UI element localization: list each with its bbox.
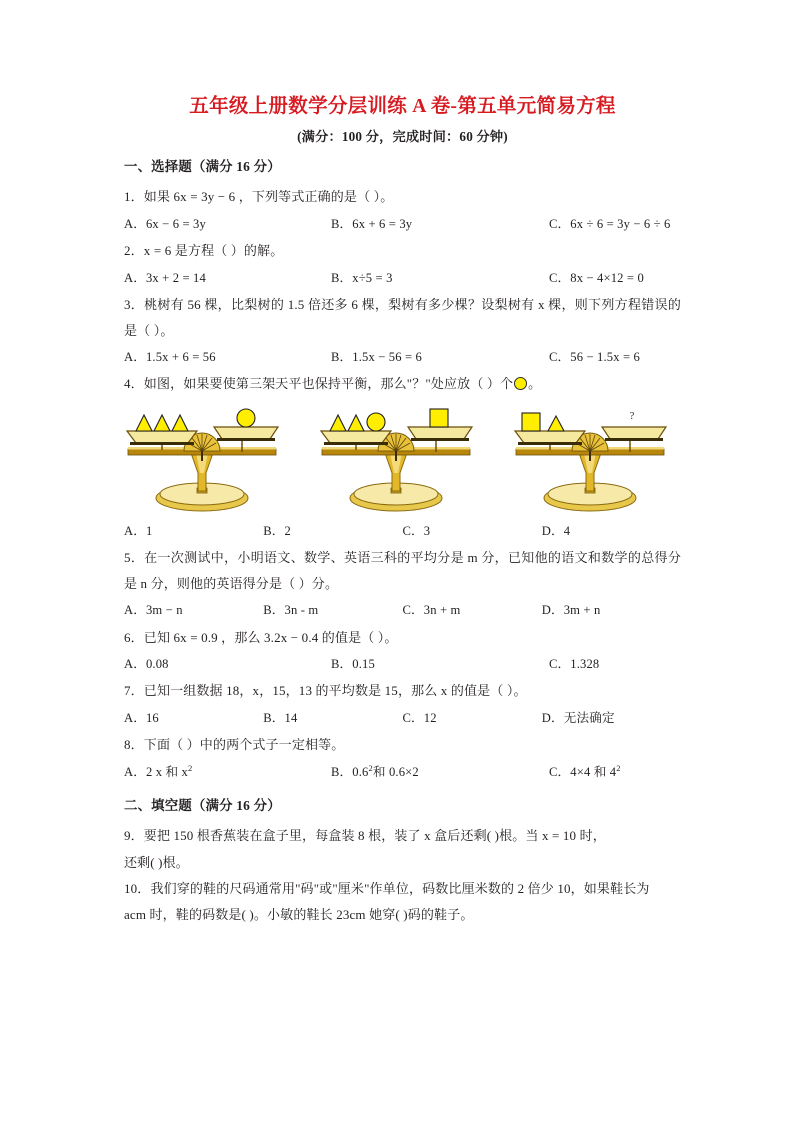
- page-content: [124, 95, 681, 929]
- question-3-stem: 3．桃树有 56 棵，比梨树的 1.5 倍还多 6 棵，梨树有多少棵？设梨树有 x 棵，则下列方程错误的是（ ）。: [124, 297, 681, 338]
- question-4-stem: [124, 371, 681, 396]
- question-2-stem: 2．x = 6 是方程（ ）的解。: [124, 243, 284, 259]
- question-10-line-2: acm 时，鞋的码数是( )。小敏的鞋长 23cm 她穿( )码的鞋子。: [124, 907, 474, 923]
- option-c[interactable]: [549, 760, 681, 785]
- option-a[interactable]: A．1.5x + 6 = 56: [124, 349, 216, 364]
- yellow-circle-icon: [514, 377, 527, 390]
- option-b-text: B．0.6: [331, 764, 369, 779]
- question-1-options: [124, 212, 681, 237]
- option-d[interactable]: D．3m + n: [541, 602, 601, 617]
- question-5-stem: 5．在一次测试中，小明语文、数学、英语三科的平均分是 m 分，已知他的语文和数学的总得分是 n 分，则他的英语得分是（ ）分。: [124, 550, 681, 591]
- option-b[interactable]: B．0.15: [331, 656, 375, 671]
- question-7-options: [124, 706, 681, 731]
- option-b[interactable]: B．1.5x − 56 = 6: [331, 349, 422, 364]
- question-mark-label: ?: [629, 409, 635, 422]
- question-9-line-1: 9．要把 150 根香蕉装在盒子里，每盒装 8 根，装了 x 盒后还剩( )根。当 x = 10 时，: [124, 828, 606, 844]
- option-a[interactable]: A．1: [124, 523, 153, 538]
- option-c[interactable]: C．56 − 1.5x = 6: [549, 349, 640, 364]
- option-a[interactable]: A．0.08: [124, 656, 169, 671]
- option-b[interactable]: B．14: [263, 710, 298, 725]
- option-d[interactable]: D．4: [541, 523, 571, 538]
- option-b-tail: 和 0.6×2: [372, 764, 419, 779]
- option-d[interactable]: D．无法确定: [541, 710, 615, 725]
- question-9-line-2: 还剩( )根。: [124, 854, 189, 870]
- question-7-stem: 7．已知一组数据 18，x，15，13 的平均数是 15，那么 x 的值是（ ）。: [124, 683, 527, 699]
- page-title: 五年级上册数学分层训练 A 卷-第五单元简易方程: [189, 96, 616, 117]
- balance-scales-figure: [124, 403, 681, 515]
- question-8-stem: 8．下面（ ）中的两个式子一定相等。: [124, 737, 345, 753]
- option-a-text: A．2 x 和 x: [124, 764, 188, 779]
- option-b[interactable]: B．3n - m: [263, 602, 319, 617]
- option-c[interactable]: C．1.328: [549, 656, 600, 671]
- question-4-stem-tail: 。: [528, 376, 542, 392]
- option-c[interactable]: C．12: [402, 710, 437, 725]
- option-b[interactable]: [331, 760, 549, 785]
- option-a[interactable]: A．6x − 6 = 3y: [124, 216, 206, 231]
- option-a[interactable]: A．16: [124, 710, 159, 725]
- page-subtitle: (满分：100 分，完成时间：60 分钟): [297, 129, 508, 145]
- question-10-line-1: 10．我们穿的鞋的尺码通常用"码"或"厘米"作单位，码数比厘米数的 2 倍少 10，如果鞋长为: [124, 881, 650, 897]
- section-heading-choice: 一、选择题（满分 16 分）: [124, 159, 281, 175]
- balance-scale-1: [122, 403, 318, 515]
- section-heading-fill: 二、填空题（满分 16 分）: [124, 798, 281, 814]
- question-8-options: [124, 760, 681, 785]
- question-6-stem: 6．已知 6x = 0.9 ，那么 3.2x − 0.4 的值是（ ）。: [124, 629, 398, 645]
- option-b[interactable]: B．x÷5 = 3: [331, 270, 393, 285]
- question-5-options: [124, 598, 681, 623]
- option-c[interactable]: C．3: [402, 523, 431, 538]
- option-b-exponent: 2: [368, 762, 373, 773]
- option-c[interactable]: C．6x ÷ 6 = 3y − 6 ÷ 6: [549, 216, 671, 231]
- option-c[interactable]: C．3n + m: [402, 602, 461, 617]
- option-a[interactable]: [124, 760, 331, 785]
- option-a[interactable]: A．3m − n: [124, 602, 183, 617]
- option-c[interactable]: C．8x − 4×12 = 0: [549, 270, 644, 285]
- option-c-text: C．4×4 和 4: [549, 764, 617, 779]
- question-4-stem-text: 4．如图，如果要使第三架天平也保持平衡，那么"？"处应放（ ）个: [124, 376, 514, 392]
- question-2-options: [124, 266, 681, 291]
- balance-scale-2: [316, 403, 512, 515]
- question-3-options: [124, 345, 681, 370]
- option-b[interactable]: B．6x + 6 = 3y: [331, 216, 413, 231]
- option-b[interactable]: B．2: [263, 523, 291, 538]
- question-1-stem: 1．如果 6x = 3y − 6 ，下列等式正确的是（ ）。: [124, 189, 394, 205]
- option-c-exponent: 2: [616, 762, 621, 773]
- question-6-options: [124, 652, 681, 677]
- option-a-exponent: 2: [187, 762, 193, 773]
- question-4-options: [124, 519, 681, 544]
- option-a[interactable]: A．3x + 2 = 14: [124, 270, 206, 285]
- balance-scale-3: [510, 403, 706, 515]
